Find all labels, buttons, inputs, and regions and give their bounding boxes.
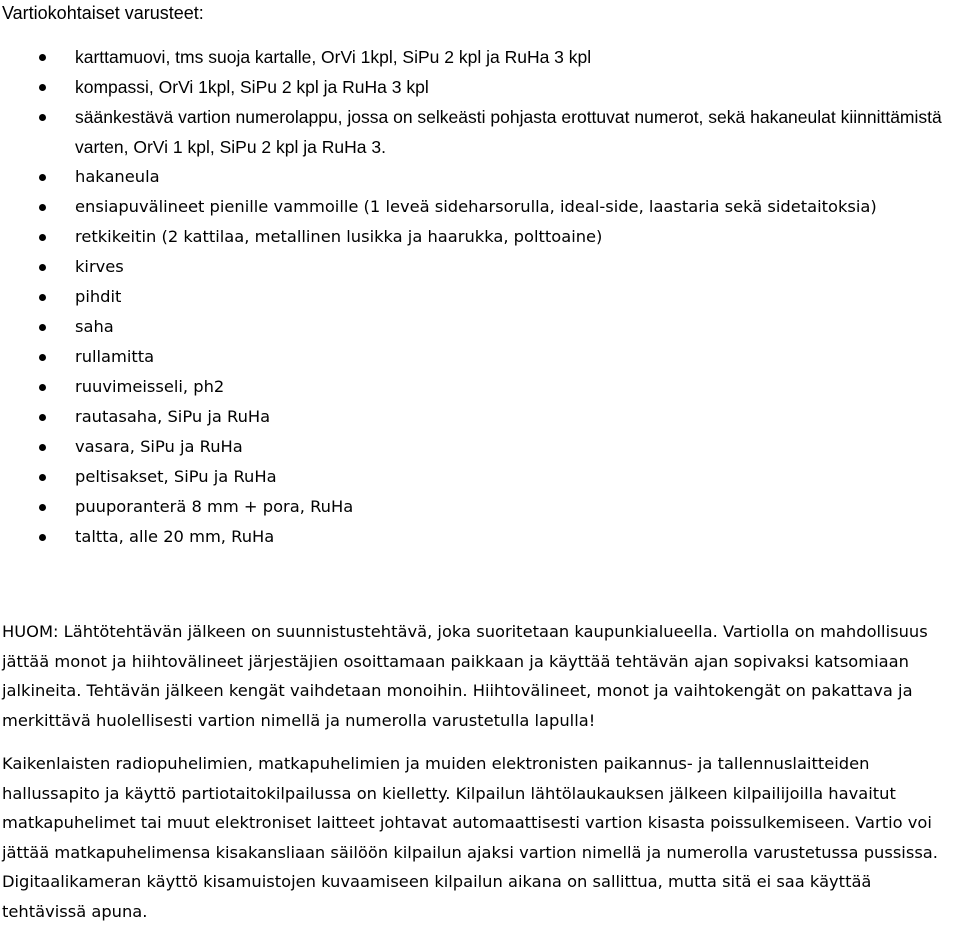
bullet-icon [39,54,46,61]
list-item [0,72,950,102]
bullet-icon [39,294,46,301]
list-item-text: puuporanterä 8 mm + pora, RuHa [75,497,354,516]
list-item [0,42,950,72]
bullet-icon [39,414,46,421]
list-item-text: kompassi, OrVi 1kpl, SiPu 2 kpl ja RuHa 3 kpl [75,77,429,97]
list-item-text: vasara, SiPu ja RuHa [75,437,243,456]
section-heading: Vartiokohtaiset varusteet: [2,3,204,23]
list-item-text: ensiapuvälineet pienille vammoille (1 leveä sideharsorulla, ideal-side, laastaria sekä sidetaitoksia) [75,197,877,216]
list-item [0,252,950,282]
list-item-text: ruuvimeisseli, ph2 [75,377,225,396]
bullet-icon [39,114,46,121]
list-item [0,372,950,402]
list-item-text: taltta, alle 20 mm, RuHa [75,527,275,546]
list-item-text: hakaneula [75,167,160,186]
bullet-icon [39,504,46,511]
list-item [0,522,950,552]
bullet-icon [39,474,46,481]
bullet-icon [39,84,46,91]
bullet-icon [39,234,46,241]
bullet-icon [39,354,46,361]
bullet-icon [39,534,46,541]
list-item [0,402,950,432]
bullet-icon [39,264,46,271]
bullet-icon [39,174,46,181]
bullet-icon [39,384,46,391]
list-item [0,282,950,312]
bullet-icon [39,444,46,451]
equipment-list [0,42,960,552]
list-item-text: rullamitta [75,347,155,366]
list-item [0,492,950,522]
list-item [0,342,950,372]
list-item-text: pihdit [75,287,122,306]
notice-paragraph: HUOM: Lähtötehtävän jälkeen on suunnistustehtävä, joka suoritetaan kaupunkialueella. Vartiolla on mahdollisuus jättää monot ja hiihtovälineet järjestäjien osoittamaan paikkaan ja käyttää tehtävän ajan sopivaksi katsomiaan jalkineita. Tehtävän jälkeen kengät vaihdetaan monoihin. Hiihtovälineet, monot ja vaihtokengät on pakattava ja merkittävä huolellisesti vartion nimellä ja numerolla varustetulla lapulla! [2,622,928,730]
electronics-rule-paragraph: Kaikenlaisten radiopuhelimien, matkapuhelimien ja muiden elektronisten paikannus- ja tallennuslaitteiden hallussapito ja käyttö partiotaitokilpailussa on kielletty. Kilpailun lähtölaukauksen jälkeen kilpailijoilla havaitut matkapuhelimet tai muut elektroniset laitteet johtavat automaattisesti vartion kisasta poissulkemiseen. Vartio voi jättää matkapuhelimensa kisakansliaan säilöön kilpailun ajaksi vartion nimellä ja numerolla varustetussa pussissa. Digitaalikameran käyttö kisamuistojen kuvaamiseen kilpailun aikana on sallittua, mutta sitä ei saa käyttää tehtävissä apuna. [2,754,938,921]
list-item [0,162,950,192]
list-item-text: säänkestävä vartion numerolappu, jossa on selkeästi pohjasta erottuvat numerot, sekä hakaneulat kiinnittämistä varten, OrVi 1 kpl, SiPu 2 kpl ja RuHa 3. [75,107,942,157]
list-item [0,192,950,222]
list-item-text: retkikeitin (2 kattilaa, metallinen lusikka ja haarukka, polttoaine) [75,227,603,246]
list-item-text: kirves [75,257,124,276]
list-item-text: saha [75,317,114,336]
bullet-icon [39,204,46,211]
list-item [0,432,950,462]
bullet-icon [39,324,46,331]
list-item [0,462,950,492]
list-item-text: karttamuovi, tms suoja kartalle, OrVi 1kpl, SiPu 2 kpl ja RuHa 3 kpl [75,47,592,67]
list-item [0,102,950,162]
list-item-text: rautasaha, SiPu ja RuHa [75,407,271,426]
list-item [0,312,950,342]
list-item [0,222,950,252]
list-item-text: peltisakset, SiPu ja RuHa [75,467,277,486]
